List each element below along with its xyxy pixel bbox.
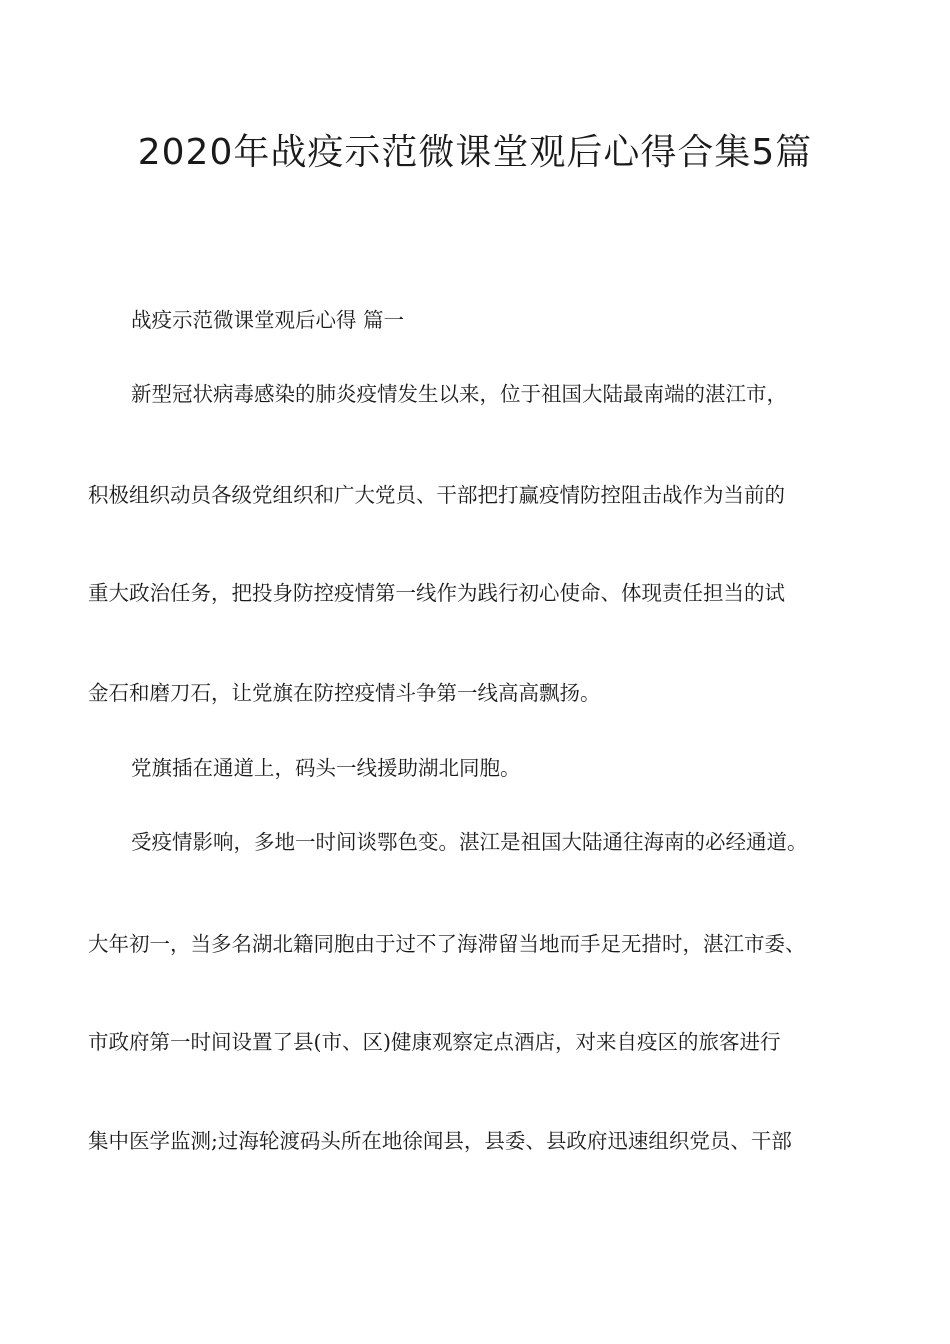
paragraph-3-line-1: 受疫情影响，多地一时间谈鄂色变。湛江是祖国大陆通往海南的必经通道。 [131, 830, 808, 854]
section-heading: 战疫示范微课堂观后心得 篇一 [131, 308, 405, 332]
document-title: 2020年战疫示范微课堂观后心得合集5篇 [137, 132, 813, 173]
paragraph-1-line-1: 新型冠状病毒感染的肺炎疫情发生以来，位于祖国大陆最南端的湛江市， [131, 382, 787, 406]
paragraph-2-line-1: 党旗插在通道上，码头一线援助湖北同胞。 [131, 756, 521, 780]
paragraph-1-line-3: 重大政治任务，把投身防控疫情第一线作为践行初心使命、体现责任担当的试 [88, 581, 785, 605]
paragraph-1-line-4: 金石和磨刀石，让党旗在防控疫情斗争第一线高高飘扬。 [88, 681, 601, 705]
paragraph-1-line-2: 积极组织动员各级党组织和广大党员、干部把打赢疫情防控阻击战作为当前的 [88, 483, 785, 507]
paragraph-3-line-4: 集中医学监测;过海轮渡码头所在地徐闻县，县委、县政府迅速组织党员、干部 [88, 1129, 792, 1153]
paragraph-3-line-2: 大年初一，当多名湖北籍同胞由于过不了海滞留当地而手足无措时，湛江市委、 [88, 932, 806, 956]
paragraph-3-line-3: 市政府第一时间设置了县(市、区)健康观察定点酒店，对来自疫区的旅客进行 [88, 1030, 781, 1054]
